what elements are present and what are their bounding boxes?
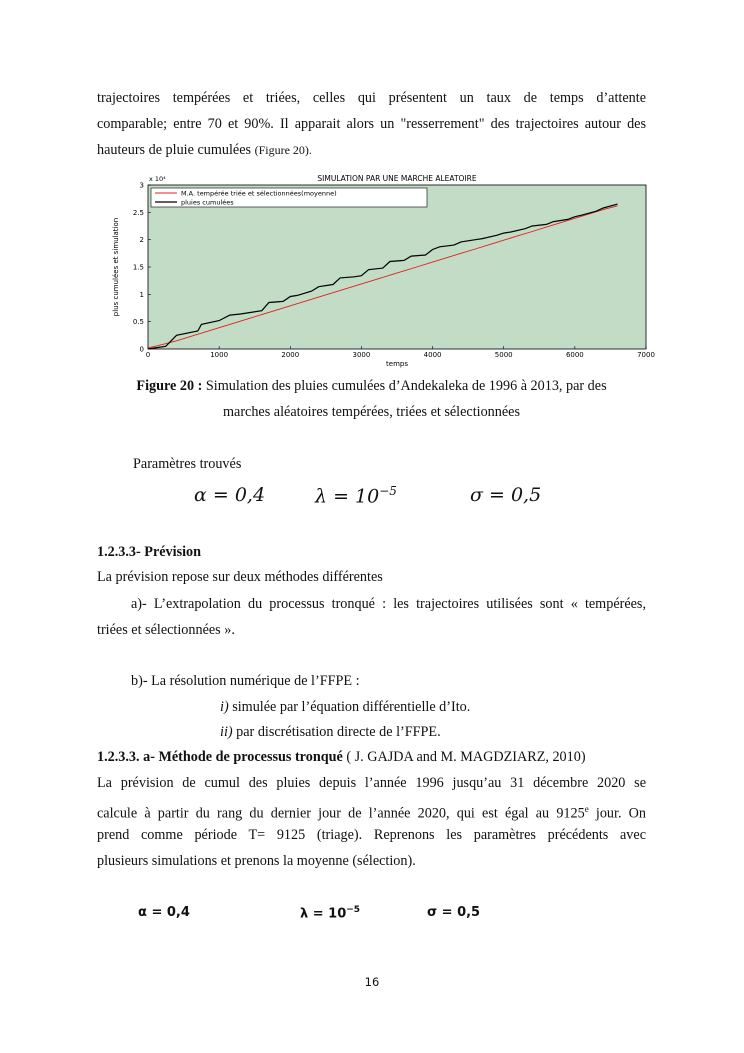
intro-line-1: trajectoires tempérées et triées, celles qui présentent un taux de temps d’attente (97, 90, 646, 106)
method-line-3: prend comme période T= 9125 (triage). Reprenons les paramètres précédents avec (97, 827, 646, 843)
method-line-1: La prévision de cumul des pluies depuis l’année 1996 jusqu’au 31 décembre 2020 se (97, 775, 646, 791)
figure-caption-line-1 (97, 373, 646, 399)
figure-caption-text: Simulation des pluies cumulées d’Andekaleka de 1996 à 2013, par des (202, 378, 607, 394)
sub-item-ii (220, 724, 441, 741)
y-tick-label: 1 (139, 290, 144, 299)
method-line-2-end: jour. On (588, 805, 646, 822)
param-lambda (315, 484, 397, 507)
page-number: 16 (364, 975, 380, 989)
simulation-chart (107, 170, 667, 370)
legend (151, 188, 427, 207)
y-tick-label: 1.5 (132, 263, 144, 272)
y-tick-label: 3 (139, 181, 144, 190)
y-tick-label: 0.5 (132, 318, 144, 327)
plot-area (148, 185, 646, 349)
param2-lambda (300, 905, 360, 921)
sub-item-i (220, 699, 470, 716)
method-line-2-sup: e (584, 804, 589, 814)
sub-item-i-label: i) (220, 699, 229, 715)
section-intro-text: La prévision repose sur deux méthodes différentes (97, 569, 383, 585)
y-tick-label: 2 (139, 236, 144, 245)
param2-lambda-exponent: −5 (346, 905, 361, 915)
figure-reference: (Figure 20). (254, 143, 312, 157)
x-tick-label: 4000 (423, 351, 442, 359)
param-lambda-base: λ = 10 (315, 485, 380, 508)
figure-label: Figure 20 : (136, 378, 203, 394)
x-tick-label: 1000 (210, 351, 229, 359)
param2-sigma: σ = 0,5 (427, 905, 481, 920)
item-a-line-1: a)- L’extrapolation du processus tronqué : les trajectoires utilisées sont « tempérées, (131, 596, 646, 612)
x-tick-label: 3000 (352, 351, 371, 359)
section-title-prevision: 1.2.3.3- Prévision (97, 544, 202, 560)
item-a-line-2: triées et sélectionnées ». (97, 622, 235, 638)
legend-label-ma: M.A. tempérée triée et sélectionnées(moyenne) (181, 189, 337, 198)
param-sigma: σ = 0,5 (470, 484, 542, 506)
y-axis-label: plus cumulées et simulation (112, 217, 120, 317)
legend-label-pluies: pluies cumulées (181, 198, 234, 207)
parameters-heading: Paramètres trouvés (133, 456, 242, 472)
x-tick-label: 2000 (281, 351, 300, 359)
x-tick-label: 6000 (565, 351, 584, 359)
section-title-methode-ref: ( J. GAJDA and M. MAGDZIARZ, 2010) (342, 749, 586, 765)
intro-line-3 (97, 137, 646, 164)
param2-alpha: α = 0,4 (138, 905, 190, 920)
param-alpha: α = 0,4 (194, 484, 266, 506)
x-tick-label: 7000 (637, 351, 655, 359)
y-tick-label: 0 (139, 345, 144, 354)
x-tick-label: 5000 (494, 351, 513, 359)
intro-line-3-text: hauteurs de pluie cumulées (97, 142, 255, 158)
y-multiplier: x 10⁴ (149, 175, 166, 183)
method-line-4: plusieurs simulations et prenons la moyenne (sélection). (97, 853, 416, 869)
figure-caption-line-2: marches aléatoires tempérées, triées et sélectionnées (222, 404, 520, 420)
method-line-2-text: calcule à partir du rang du dernier jour de l’année 2020, qui est égal au 9125 (97, 805, 585, 822)
item-b: b)- La résolution numérique de l’FFPE : (131, 673, 360, 689)
y-tick-label: 2.5 (132, 208, 144, 217)
section-title-methode (97, 749, 586, 766)
sub-item-ii-label: ii) (220, 724, 233, 740)
sub-item-i-text: simulée par l’équation différentielle d’Ito. (228, 699, 471, 715)
param-lambda-exponent: −5 (379, 484, 397, 498)
x-tick-label: 0 (145, 351, 151, 359)
intro-line-2: comparable; entre 70 et 90%. Il apparait alors un "resserrement" des trajectoires autour des (97, 116, 646, 132)
x-axis-label: temps (386, 360, 408, 368)
section-title-methode-text: 1.2.3.3. a- Méthode de processus tronqué (97, 749, 343, 765)
param2-lambda-base: λ = 10 (300, 906, 347, 922)
sub-item-ii-text: par discrétisation directe de l’FFPE. (232, 724, 441, 740)
chart-title: SIMULATION PAR UNE MARCHE ALEATOIRE (317, 174, 477, 183)
